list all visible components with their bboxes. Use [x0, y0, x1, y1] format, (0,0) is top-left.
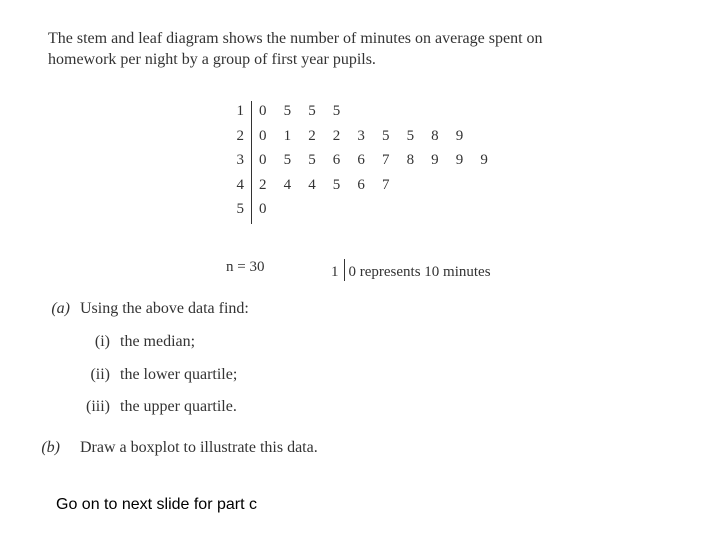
stem-value: 2: [236, 127, 244, 144]
intro-text: [48, 28, 658, 70]
key-leaf: 0: [348, 264, 356, 280]
leaf-value: 5: [406, 127, 415, 144]
leaf-value: 7: [381, 176, 390, 193]
stem-value: 1: [236, 103, 244, 119]
leaf-value: 0: [259, 127, 267, 144]
leaf-value: 2: [332, 127, 341, 144]
leaf-value: 4: [308, 176, 316, 193]
question-a-ii-text: the lower quartile;: [120, 366, 238, 383]
stem-leaf-divider: [251, 101, 252, 224]
leaf-value: 5: [332, 176, 341, 193]
leaf-value: 5: [308, 152, 316, 169]
leaf-value: 3: [357, 127, 365, 144]
footer-note: Go on to next slide for part c: [56, 496, 257, 513]
sample-size-label: n = 30: [226, 259, 265, 275]
key-stem: 1: [331, 264, 339, 280]
leaf-values: [259, 177, 407, 194]
leaf-value: 5: [283, 103, 292, 119]
leaf-values: [259, 103, 357, 120]
leaf-value: 6: [357, 152, 365, 169]
intro-line-1: The stem and leaf diagram shows the number of minutes on average spent on: [48, 30, 543, 47]
leaf-value: 2: [308, 127, 316, 144]
leaf-value: 5: [332, 103, 341, 119]
leaf-values: [259, 152, 505, 169]
stem-value: 3: [236, 152, 244, 169]
question-a-i-label: (i): [94, 333, 110, 350]
leaf-value: 9: [480, 152, 488, 169]
leaf-values: [259, 201, 284, 218]
leaf-value: 0: [259, 103, 267, 119]
question-a-ii-label: (ii): [90, 366, 110, 383]
leaf-value: 9: [455, 152, 464, 169]
question-a-iii-label: (iii): [86, 398, 110, 415]
intro-line-2: homework per night by a group of first year pupils.: [48, 51, 376, 68]
stem-value: 5: [236, 201, 244, 218]
stem-value: 4: [236, 176, 244, 193]
leaf-value: 0: [259, 152, 267, 169]
question-a-text: Using the above data find:: [80, 300, 249, 317]
leaf-value: 8: [431, 127, 439, 144]
leaf-value: 1: [283, 127, 292, 144]
key-divider: [344, 259, 345, 281]
question-b-text: Draw a boxplot to illustrate this data.: [80, 439, 318, 456]
question-a-iii-text: the upper quartile.: [120, 398, 237, 415]
question-a-i-text: the median;: [120, 333, 196, 350]
leaf-value: 2: [259, 176, 267, 193]
leaf-value: 6: [357, 176, 365, 193]
leaf-value: 9: [431, 152, 439, 169]
leaf-value: 7: [381, 152, 390, 169]
leaf-values: [259, 128, 480, 145]
leaf-value: 5: [283, 152, 292, 169]
leaf-value: 9: [455, 127, 464, 144]
question-a-label: (a): [51, 300, 70, 317]
leaf-value: 0: [259, 201, 267, 218]
leaf-value: 5: [381, 127, 390, 144]
leaf-value: 8: [406, 152, 415, 169]
leaf-value: 4: [283, 176, 292, 193]
leaf-value: 5: [308, 103, 316, 119]
stem-leaf-key: [331, 259, 491, 281]
leaf-value: 6: [332, 152, 341, 169]
question-b-label: (b): [41, 439, 60, 456]
key-text: represents 10 minutes: [359, 264, 491, 280]
